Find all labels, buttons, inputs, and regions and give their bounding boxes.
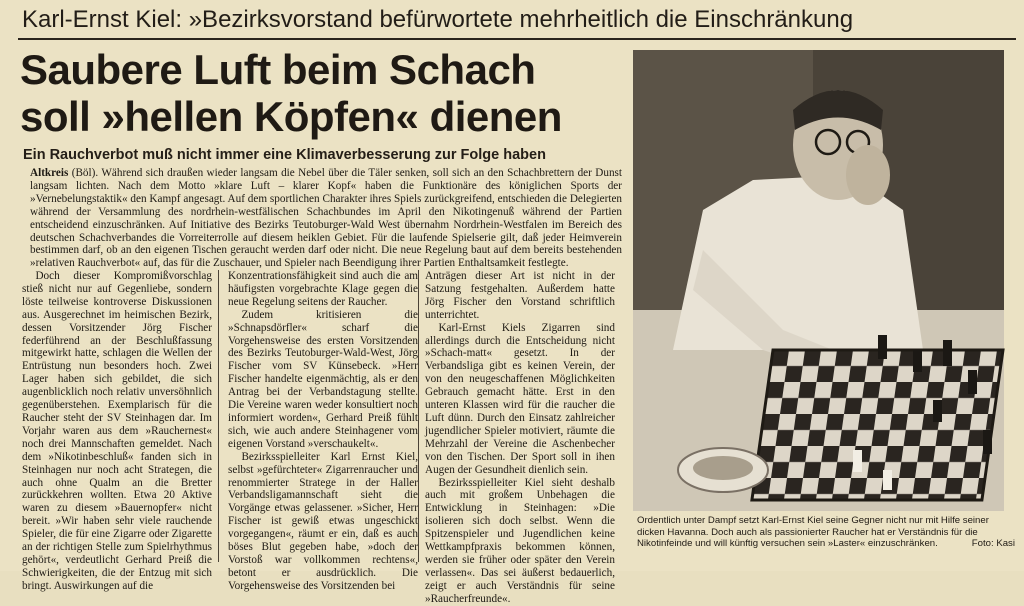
col2-paragraph: Bezirksspielleiter Karl Ernst Kiel, selbst »gefürchteter« Zigarrenraucher und renommierter Stratege in der Haller Verbandsligamannschaft sieht die Vorgänge etwas gelassener. »Sicher, Herr Fischer ist gewiß etwas ungeschickt vorgegangen«, räumt er ein, daß es auch böses Blut gegeben habe, »doch der Vorstoß war vollkommen rechtens«, betont er ausdrücklich. Die Vorgehensweise des Vorsitzenden bei — [228, 450, 418, 592]
top-rule — [18, 38, 1016, 40]
article-subhead: Ein Rauchverbot muß nicht immer eine Klimaverbesserung zur Folge haben — [23, 147, 546, 163]
intro-text: (Böl). Während sich draußen wieder langsam die Nebel über die Täler senken, soll sich an den Schachbrettern der Dunst langsam lichten. Nach dem Motto »klare Luft – klarer Kopf« haben die Funktionäre des königlichen Sports der »Vernebelungstaktik« den Kampf angesagt. Auf dem sportlichen Charakter ihres Spiels zurückgreifend, entschieden die Delegierten während der Versammlung des nordrhein-westfälischen Schachbundes im April den Nikotingenuß während der Partien entscheidend einzuschränken. Auf Initiative des Bezirks Teutoburger-Wald West übernahm Nordrhein-Westfalen im Bereich des deutschen Schachverbandes die Vorreiterrolle auf diesem heiklen Gebiet. Für die laufende Spielserie gilt, daß jeder Heimverein bestimmen darf, ob an den eigenen Tischen geraucht werden darf oder nicht. Die neue Regelung baut auf dem bereits bestehenden »relativen Rauchverbot« auf, das für die Zuschauer, und Spieler nach Beendigung ihrer Partien Enthaltsamkeit festlegte. — [30, 167, 622, 270]
col3-paragraph: Bezirksspielleiter Kiel sieht deshalb auch mit großem Unbehagen die Entwicklung in Steinhagen: »Die isolieren sich doch selbst. Wenn die Spitzenspieler und Jugendlichen keine Wettkampfpraxis bekommen können, werden sie früher oder später den Verein verlassen«. Das sei äußerst bedauerlich, zeigt er auch Verständnis für seine »Raucherfreunde«. — [425, 476, 615, 605]
col2-paragraph: Konzentrationsfähigkeit sind auch die am häufigsten vorgebrachte Klage gegen die neue Regelung seitens der Raucher. — [228, 270, 418, 308]
headline-line-2: soll »hellen Köpfen« dienen — [20, 93, 562, 140]
text-column-1 — [22, 270, 212, 593]
photo-caption — [637, 515, 1015, 550]
article-headline — [20, 46, 620, 140]
article-intro — [30, 167, 622, 270]
column-rule — [418, 270, 419, 562]
article-kicker: Karl-Ernst Kiel: »Bezirksvorstand befürwortete mehrheitlich die Einschränkung — [22, 6, 854, 33]
chess-player-photo — [633, 50, 1004, 511]
column-rule — [218, 270, 219, 562]
photo-credit: Foto: Kasi — [971, 538, 1015, 550]
col3-paragraph: Karl-Ernst Kiels Zigarren sind allerdings durch die Entscheidung nicht »Schach-matt« gesetzt. In der Verbandsliga gibt es keinen Verein, der von den neugeschaffenen Möglichkeiten Gebrauch gemacht hätte. Erst in den unteren Klassen wird für die raucher die Luft dünn. Durch den Einsatz zahlreicher jugendlicher Spieler motiviert, räumte die Mehrzahl der Vereine die Aschenbecher von den Tischen. Der Sport soll in ihen Augen der Gesundheit dienlich sein. — [425, 321, 615, 476]
text-column-2 — [228, 270, 418, 593]
intro-dateline: Altkreis — [30, 167, 69, 179]
col2-paragraph: Zudem kritisieren die »Schnapsdörfler« scharf die Vorgehensweise des ersten Vorsitzenden des Bezirks Teutoburger-Wald-West, Jörg Fischer vom SV Künsebeck. »Herr Fischer handelte eigenmächtig, als er den Antrag bei der Verbandstagung stellte. Die Vereine waren weder konsultiert noch informiert worden«, Gerhard Preiß fühlt sich, wie auch andere Steinhagener vom eigenen Vorstand »verschaukelt«. — [228, 308, 418, 450]
caption-text: Ordentlich unter Dampf setzt Karl-Ernst Kiel seine Gegner nicht nur mit Hilfe seiner dicken Havanna. Doch auch als passionierter Raucher hat er Verständnis für die Nikotinfeinde und will künftig versuchen sein »Laster« einzuschränken. — [637, 515, 989, 550]
headline-line-1: Saubere Luft beim Schach — [20, 46, 536, 93]
col3-paragraph: Anträgen dieser Art ist nicht in der Satzung festgehalten. Außerdem hatte Jörg Fischer den Vorstand schriftlich unterrichtet. — [425, 270, 615, 321]
article-photo — [633, 50, 1004, 511]
col1-paragraph: Doch dieser Kompromißvorschlag stieß nicht nur auf Gegenliebe, sondern löste teilweise kontroverse Diskussionen aus. Ausgerechnet im heimischen Bezirk, dessen Vorsitzender Jörg Fischer federführend an der Beschlußfassung mitgewirkt hatte, schlagen die Wellen der Entrüstung nun besonders hoch. Zwei Lager haben sich gebildet, die sich augenblicklich noch relativ unversöhnlich gegenüberstehen. Exemplarisch für die Raucher steht der SV Steinhagen dar. Im Vorjahr waren aus dem »Rauchernest« noch drei Mannschaften gemeldet. Nach dem »Nikotinbeschluß« fanden sich in Steinhagen nur noch acht Strategen, die auch ohne Qualm an die Bretter zurückkehren wollten. Etwa 20 Aktive waren zu diesem »Bauernopfer« nicht bereit. »Wir haben sehr viele rauchende Spieler, die für eine Zigarre oder Zigarette an der richtigen Stelle zum Spielrhythmus gehört«, verdeutlicht Gerhard Preiß die Schwierigkeiten, die der Entzug mit sich bringt. Auswirkungen auf die — [22, 270, 212, 592]
text-column-3 — [425, 270, 615, 606]
